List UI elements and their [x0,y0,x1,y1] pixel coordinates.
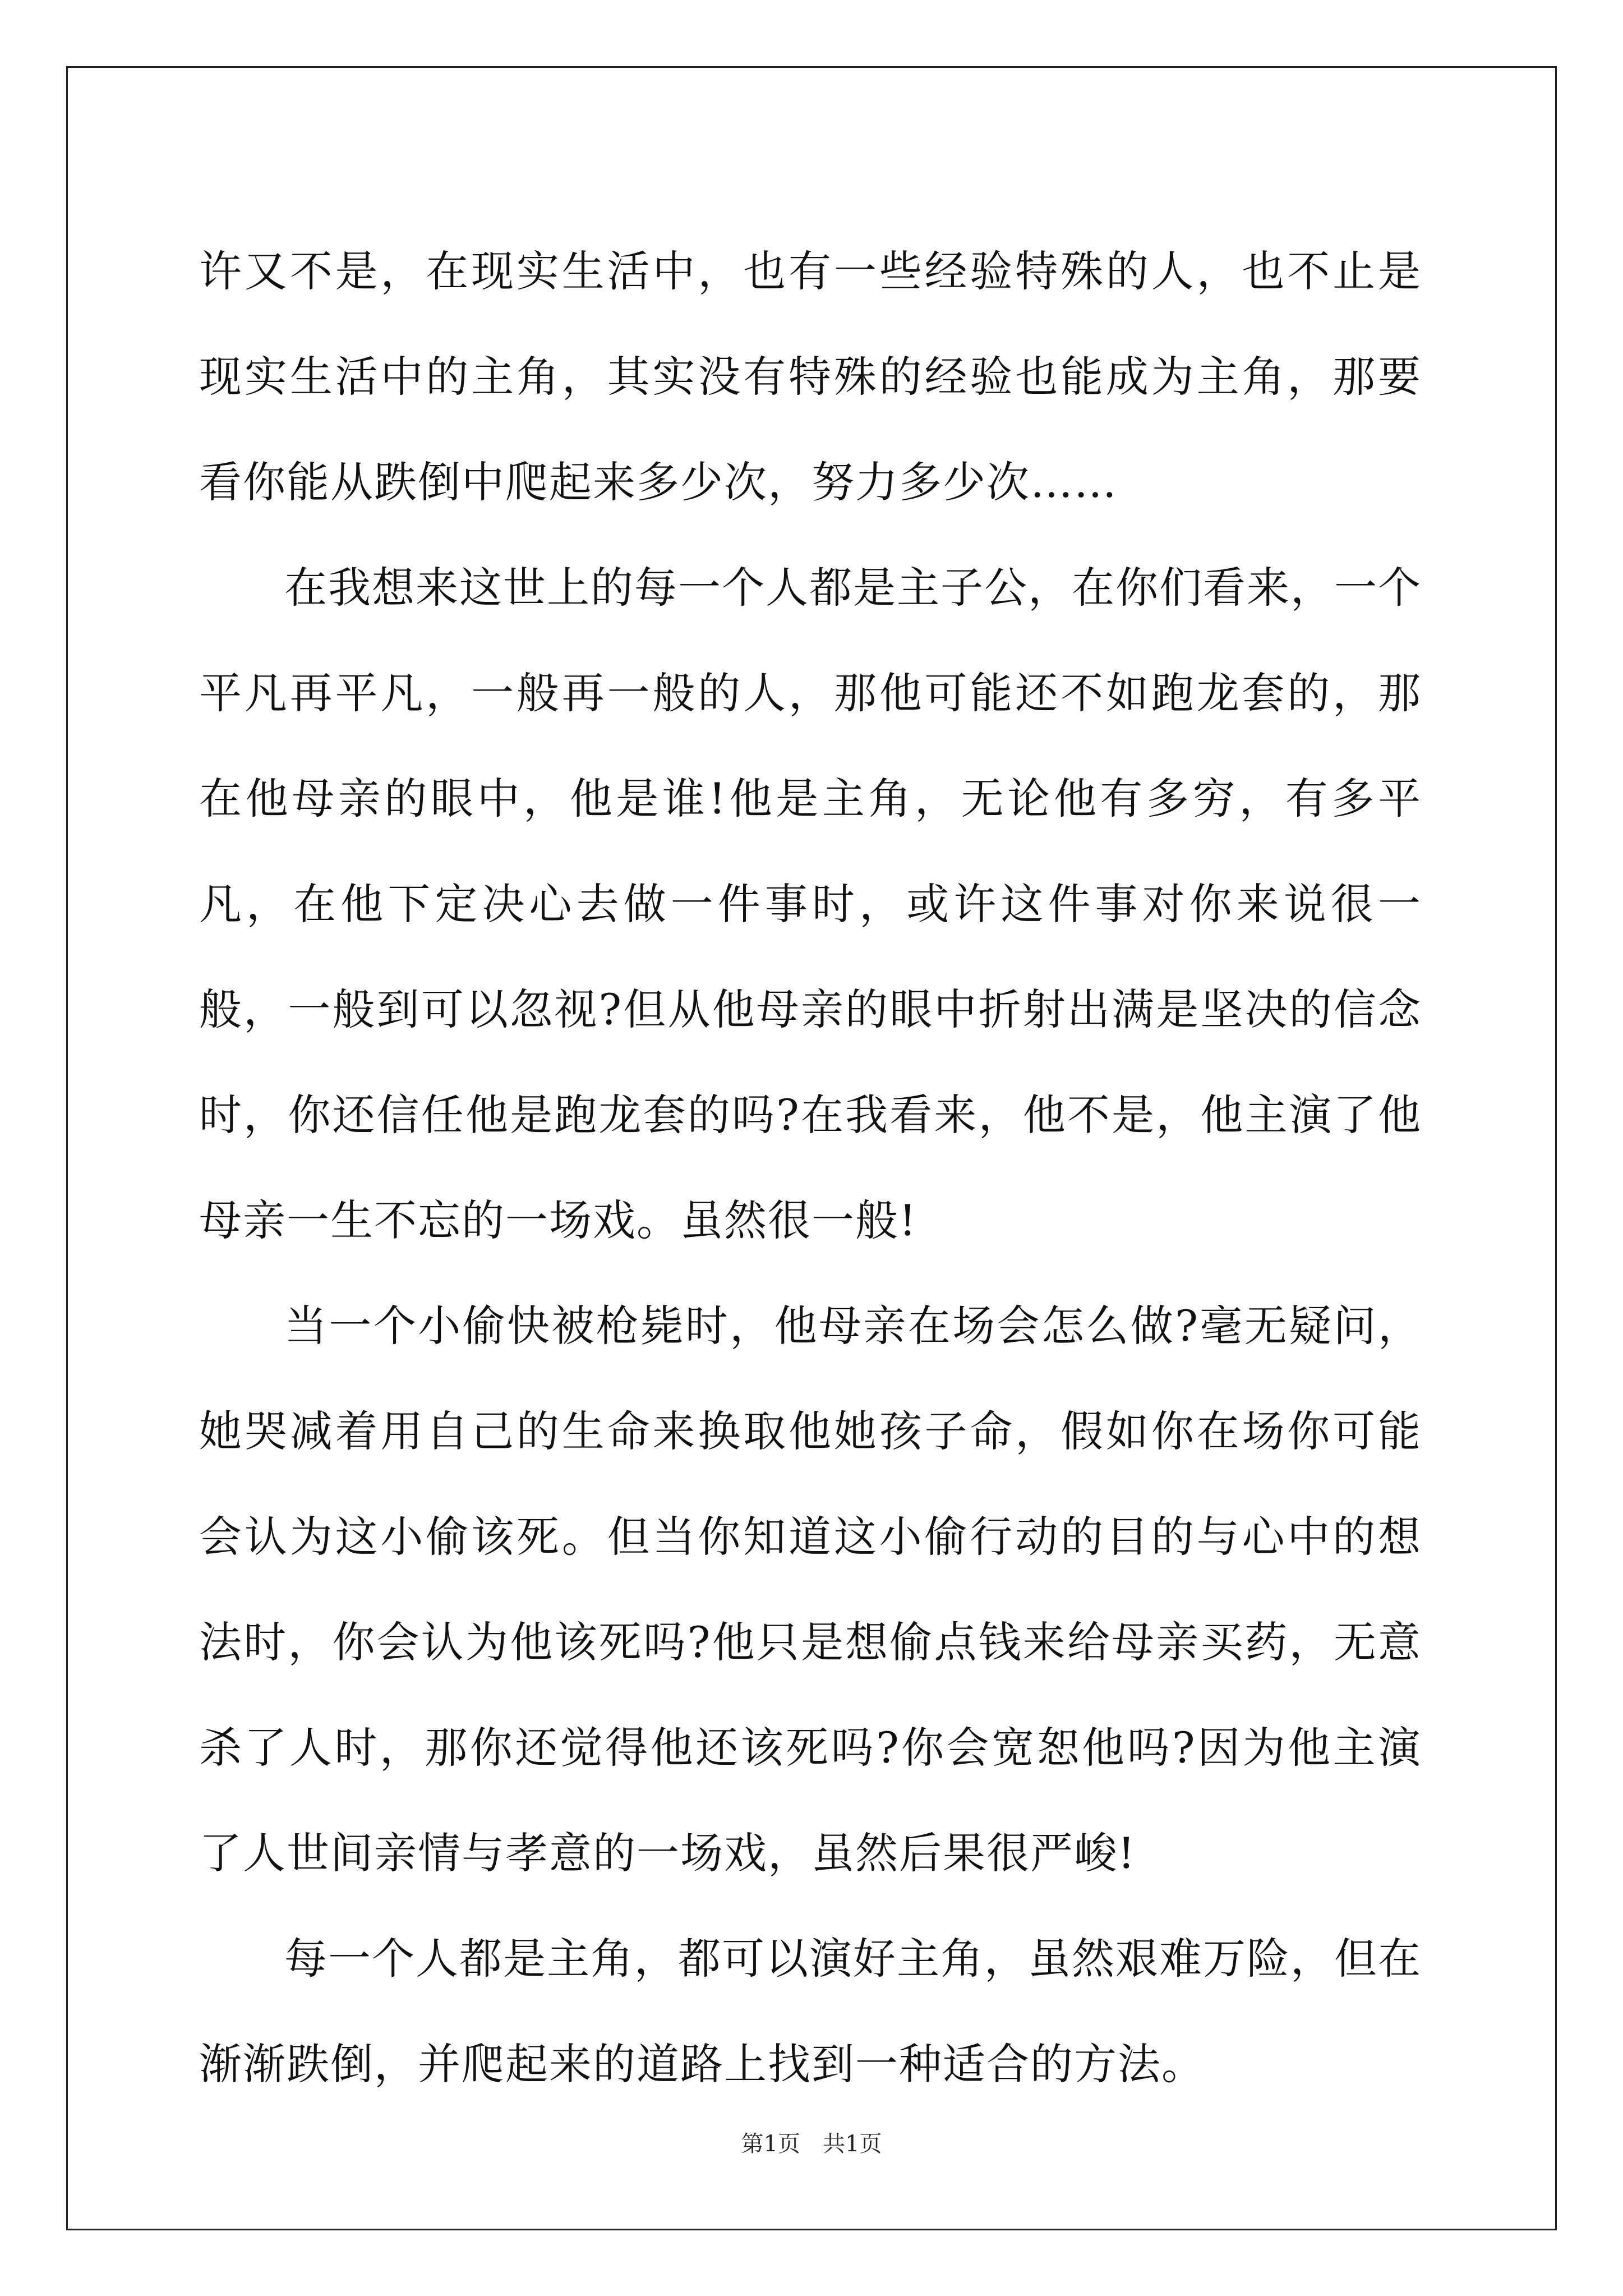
page-number-footer: 第1页 共1页 [741,2131,882,2157]
paragraph-1: 许又不是，在现实生活中，也有一些经验特殊的人，也不止是现实生活中的主角，其实没有特殊的经验也能成为主角，那要看你能从跌倒中爬起来多少次，努力多少次…… [199,246,1422,507]
paragraph-3: 当一个小偷快被枪毙时，他母亲在场会怎么做?毫无疑问，她哭减着用自己的生命来换取他她孩子命，假如你在场你可能会认为这小偷该死。但当你知道这小偷行动的目的与心中的想法时，你会认为他该死吗?他只是想偷点钱来给母亲买药，无意杀了人时，那你还觉得他还该死吗?你会宽恕他吗?因为他主演了人世间亲情与孝意的一场戏，虽然后果很严峻! [199,1301,1422,1878]
document-body [199,219,1422,2117]
paragraph-2: 在我想来这世上的每一个人都是主子公，在你们看来，一个平凡再平凡，一般再一般的人，那他可能还不如跑龙套的，那在他母亲的眼中，他是谁!他是主角，无论他有多穷，有多平凡，在他下定决心去做一件事时，或许这件事对你来说很一般，一般到可以忽视?但从他母亲的眼中折射出满是坚决的信念时，你还信任他是跑龙套的吗?在我看来，他不是，他主演了他母亲一生不忘的一场戏。虽然很一般! [199,563,1422,1245]
paragraph-4: 每一个人都是主角，都可以演好主角，虽然艰难万险，但在渐渐跌倒，并爬起来的道路上找到一种适合的方法。 [199,1934,1422,2089]
